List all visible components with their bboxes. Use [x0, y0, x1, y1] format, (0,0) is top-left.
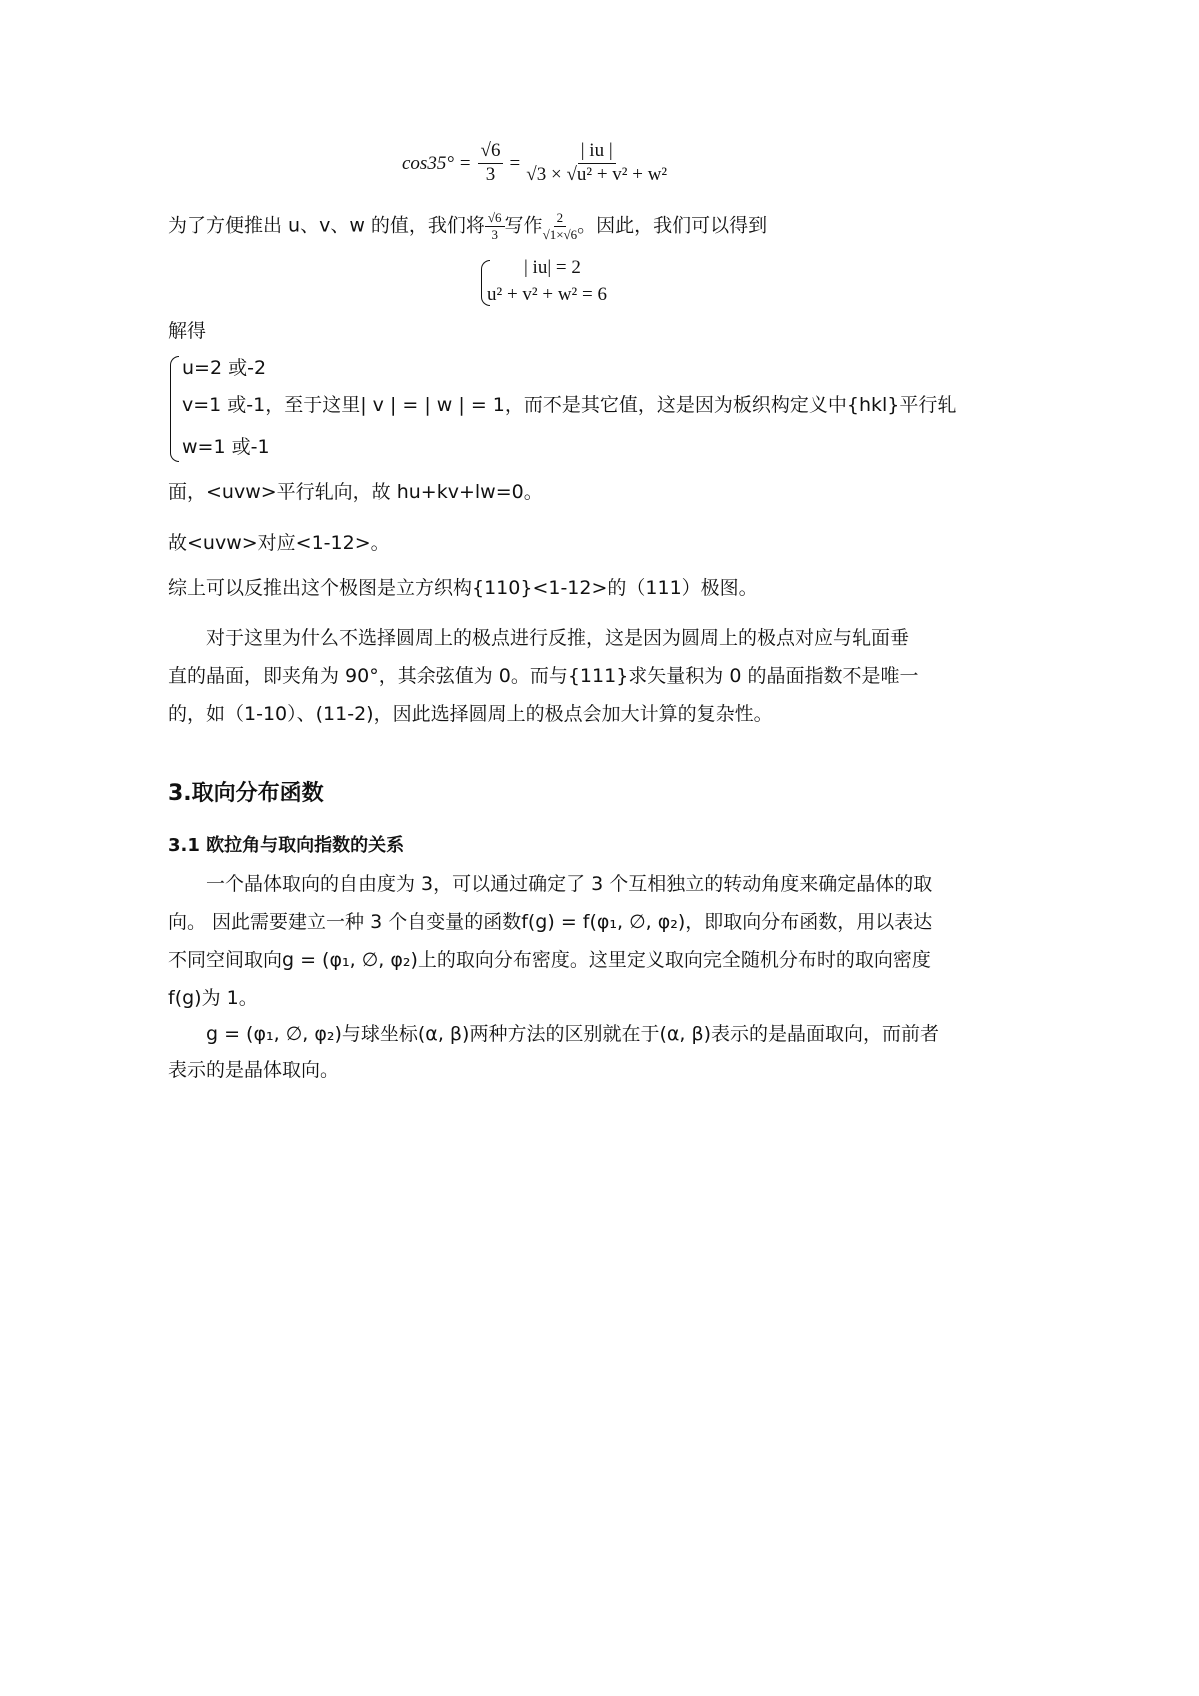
paragraph-line: 的，如（1-10）、(11-2)，因此选择圆周上的极点会加大计算的复杂性。: [168, 703, 773, 725]
paragraph-line: g = (φ₁, ∅, φ₂)与球坐标(α, β)两种方法的区别就在于(α, β)表示的是晶面取向，而前者: [206, 1023, 940, 1045]
denominator: √3 × √u² + v² + w²: [526, 163, 668, 185]
text: 写作: [504, 214, 543, 237]
paragraph-line: 向。 因此需要建立一种 3 个自变量的函数f(g) = f(φ₁, ∅, φ₂)，即取向分布函数，用以表达: [168, 911, 933, 933]
text-line: [168, 210, 767, 242]
fraction-sqrt6-3: [478, 140, 504, 187]
denominator: 3: [491, 226, 498, 242]
case-w: w=1 或-1: [182, 436, 270, 458]
text-line: 故<uvw>对应<1-12>。: [168, 532, 390, 554]
case-u: u=2 或-2: [182, 357, 267, 379]
numerator: √6: [485, 210, 505, 227]
equals: =: [509, 152, 521, 174]
subsection-heading: 3.1 欧拉角与取向指数的关系: [168, 835, 405, 856]
eq-lhs: cos35° =: [402, 152, 472, 174]
fraction: [485, 210, 505, 242]
paragraph-line: 表示的是晶体取向。: [168, 1059, 340, 1081]
section-heading: 3.取向分布函数: [168, 781, 324, 806]
text: 。因此，我们可以得到: [577, 214, 768, 237]
denominator: 3: [485, 163, 496, 185]
text: 为了方便推出 u、v、w 的值，我们将: [168, 214, 485, 237]
equation-cos35: [402, 140, 667, 187]
text-line: 解得: [168, 320, 207, 342]
paragraph-line: f(g)为 1。: [168, 987, 258, 1009]
numerator: | iu |: [578, 140, 616, 164]
fraction: [543, 210, 578, 242]
case-v: v=1 或-1，至于这里| v | = | w | = 1，而不是其它值，这是因为板织构定义中{hkl}平行轧: [182, 394, 957, 416]
numerator: 2: [554, 210, 567, 227]
denominator: √1×√6: [542, 226, 578, 242]
paragraph-line: 不同空间取向g = (φ₁, ∅, φ₂)上的取向分布密度。这里定义取向完全随机分布时的取向密度: [168, 949, 931, 971]
system-eq-2: u² + v² + w² = 6: [487, 284, 607, 305]
paragraph-line: 一个晶体取向的自由度为 3，可以通过确定了 3 个互相独立的转动角度来确定晶体的取: [206, 873, 933, 895]
text-line: 综上可以反推出这个极图是立方织构{110}<1-12>的（111）极图。: [168, 577, 758, 599]
paragraph-line: 直的晶面，即夹角为 90°，其余弦值为 0。而与{111}求矢量积为 0 的晶面指数不是唯一: [168, 665, 919, 687]
system-eq-1: | iu| = 2: [524, 257, 581, 278]
numerator: √6: [478, 140, 504, 164]
brace: [170, 356, 179, 462]
fraction-iu: [526, 140, 667, 187]
paragraph-line: 对于这里为什么不选择圆周上的极点进行反推，这是因为圆周上的极点对应与轧面垂: [206, 627, 910, 649]
text-line: 面，<uvw>平行轧向，故 hu+kv+lw=0。: [168, 481, 543, 503]
